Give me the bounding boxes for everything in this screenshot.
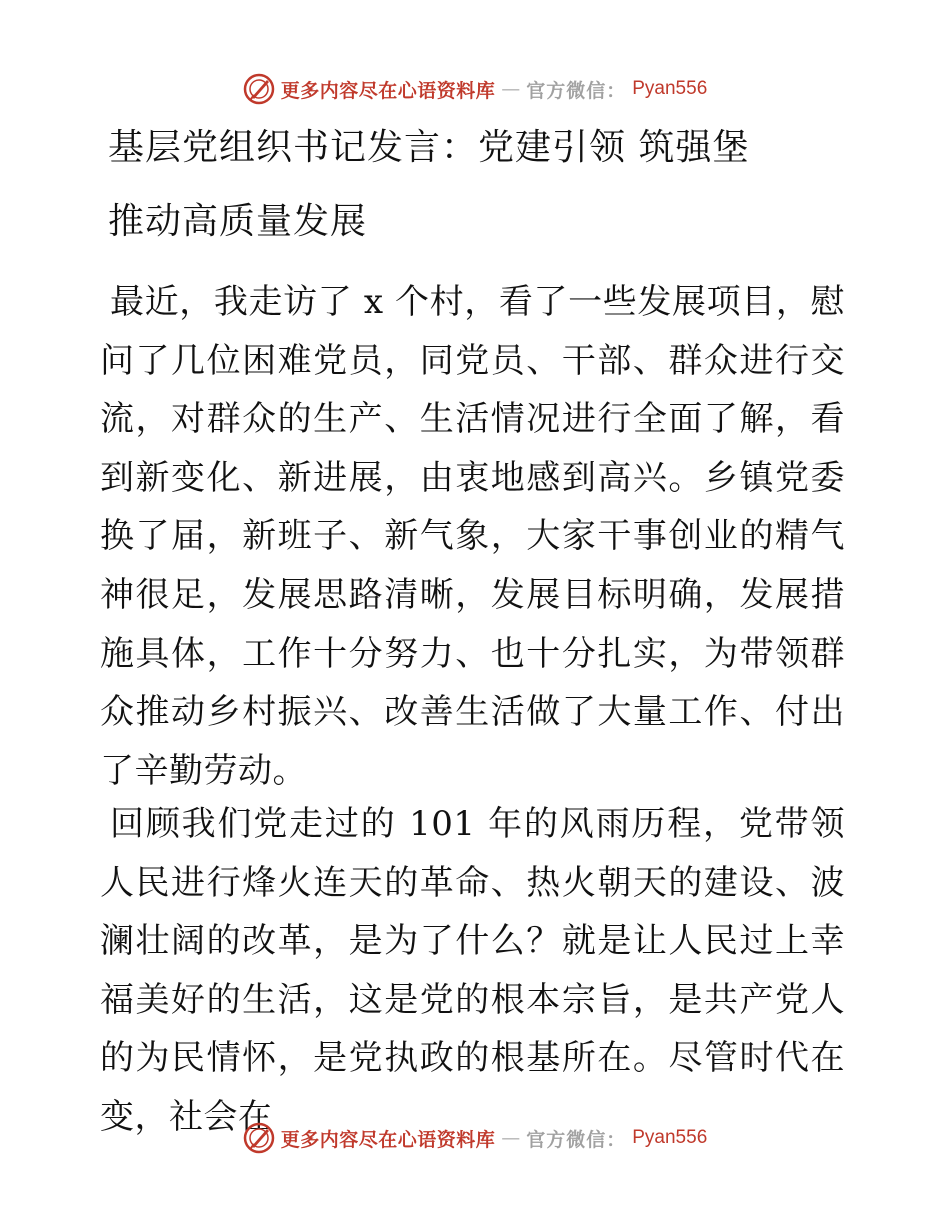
watermark-dash: — <box>501 78 521 100</box>
body-paragraph-1: 最近，我走访了 x 个村，看了一些发展项目，慰问了几位困难党员，同党员、干部、群众进行交流，对群众的生产、生活情况进行全面了解，看到新变化、新进展，由衷地感到高兴。乡镇党委换了届，新班子、新气象，大家干事创业的精气神很足，发展思路清晰，发展目标明确，发展措施具体，工作十分努力、也十分扎实，为带领群众推动乡村振兴、改善生活做了大量工作、付出了辛勤劳动。 <box>100 282 845 791</box>
quill-logo-icon <box>243 73 275 105</box>
quill-logo-icon <box>243 1122 275 1154</box>
watermark-dash: — <box>501 1127 521 1149</box>
watermark-wechat-label: 官方微信： <box>526 79 627 102</box>
body-paragraph-2: 回顾我们党走过的 101 年的风雨历程，党带领人民进行烽火连天的革命、热火朝天的建设、波澜壮阔的改革，是为了什么？就是让人民过上幸福美好的生活，这是党的根本宗旨，是共产党人的为民情怀，是党执政的根基所在。尽管时代在变，社会在 <box>100 804 845 1137</box>
watermark-main-text: 更多内容尽在心语资料库 <box>280 79 496 102</box>
watermark-wechat-id: Pyan556 <box>632 78 708 99</box>
footer-watermark <box>0 1122 950 1154</box>
watermark-wechat-id: Pyan556 <box>632 1127 708 1148</box>
watermark-wechat-label: 官方微信： <box>526 1128 627 1151</box>
header-watermark <box>0 73 950 105</box>
document-title-line-1: 基层党组织书记发言：党建引领 筑强堡 <box>108 127 750 168</box>
document-title-line-2: 推动高质量发展 <box>108 201 368 242</box>
watermark-main-text: 更多内容尽在心语资料库 <box>280 1128 496 1151</box>
